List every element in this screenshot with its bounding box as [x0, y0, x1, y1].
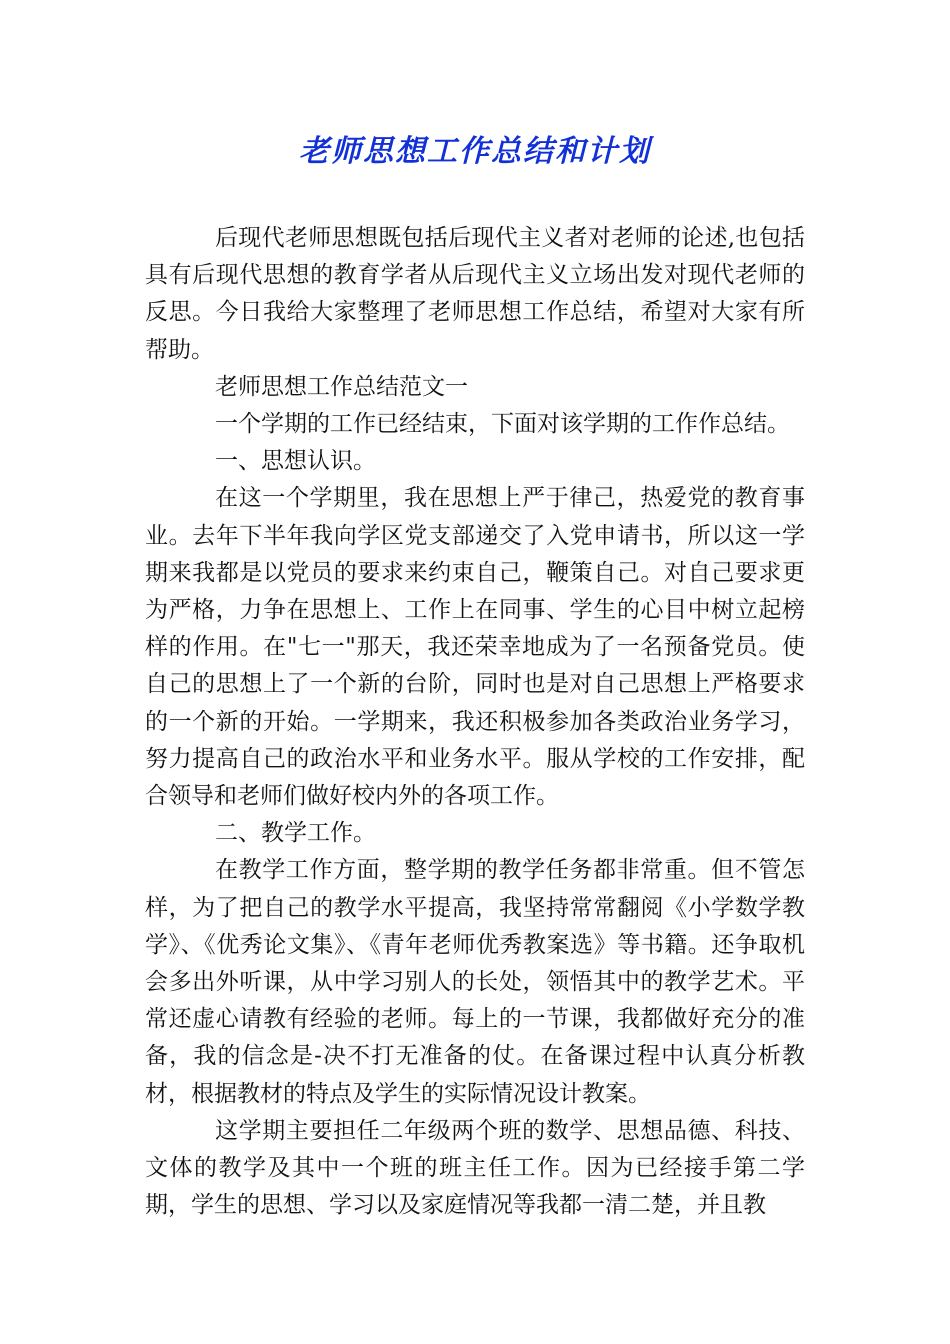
thought-paragraph: 在这一个学期里，我在思想上严于律己，热爱党的教育事业。去年下半年我向学区党支部递交了入党申请书，所以这一学期来我都是以党员的要求来约束自己，鞭策自己。对自己要求更为严格，力争在思想上、工作上在同事、学生的心目中树立起榜样的作用。在"七一"那天，我还荣幸地成为了一名预备党员。使自己的思想上了一个新的台阶，同时也是对自己思想上严格要求的一个新的开始。一学期来，我还积极参加各类政治业务学习，努力提高自己的政治水平和业务水平。服从学校的工作安排，配合领导和老师们做好校内外的各项工作。 [145, 485, 805, 810]
document-title: 老师思想工作总结和计划 [299, 134, 651, 169]
sample-heading: 老师思想工作总结范文一 [215, 373, 468, 400]
teaching-paragraph: 在教学工作方面，整学期的教学任务都非常重。但不管怎样，为了把自己的教学水平提高，我坚持常常翻阅《小学数学教学》、《优秀论文集》、《青年老师优秀教案选》等书籍。还争取机会多出外听课，从中学习别人的长处，领悟其中的教学艺术。平常还虚心请教有经验的老师。每上的一节课，我都做好充分的准备，我的信念是-决不打无准备的仗。在备课过程中认真分析教材，根据教材的特点及学生的实际情况设计教案。 [145, 857, 805, 1107]
intro-paragraph: 后现代老师思想既包括后现代主义者对老师的论述,也包括具有后现代思想的教育学者从后现代主义立场出发对现代老师的反思。今日我给大家整理了老师思想工作总结，希望对大家有所帮助。 [145, 225, 805, 363]
summary-opening-paragraph: 一个学期的工作已经结束，下面对该学期的工作作总结。 [215, 411, 790, 438]
section-heading-teaching: 二、教学工作。 [215, 820, 376, 847]
section-heading-thought: 一、思想认识。 [215, 448, 376, 475]
class-duty-paragraph: 这学期主要担任二年级两个班的数学、思想品德、科技、文体的教学及其中一个班的班主任工作。因为已经接手第二学期，学生的思想、学习以及家庭情况等我都一清二楚，并且教 [145, 1117, 805, 1219]
document-body [145, 220, 805, 1224]
